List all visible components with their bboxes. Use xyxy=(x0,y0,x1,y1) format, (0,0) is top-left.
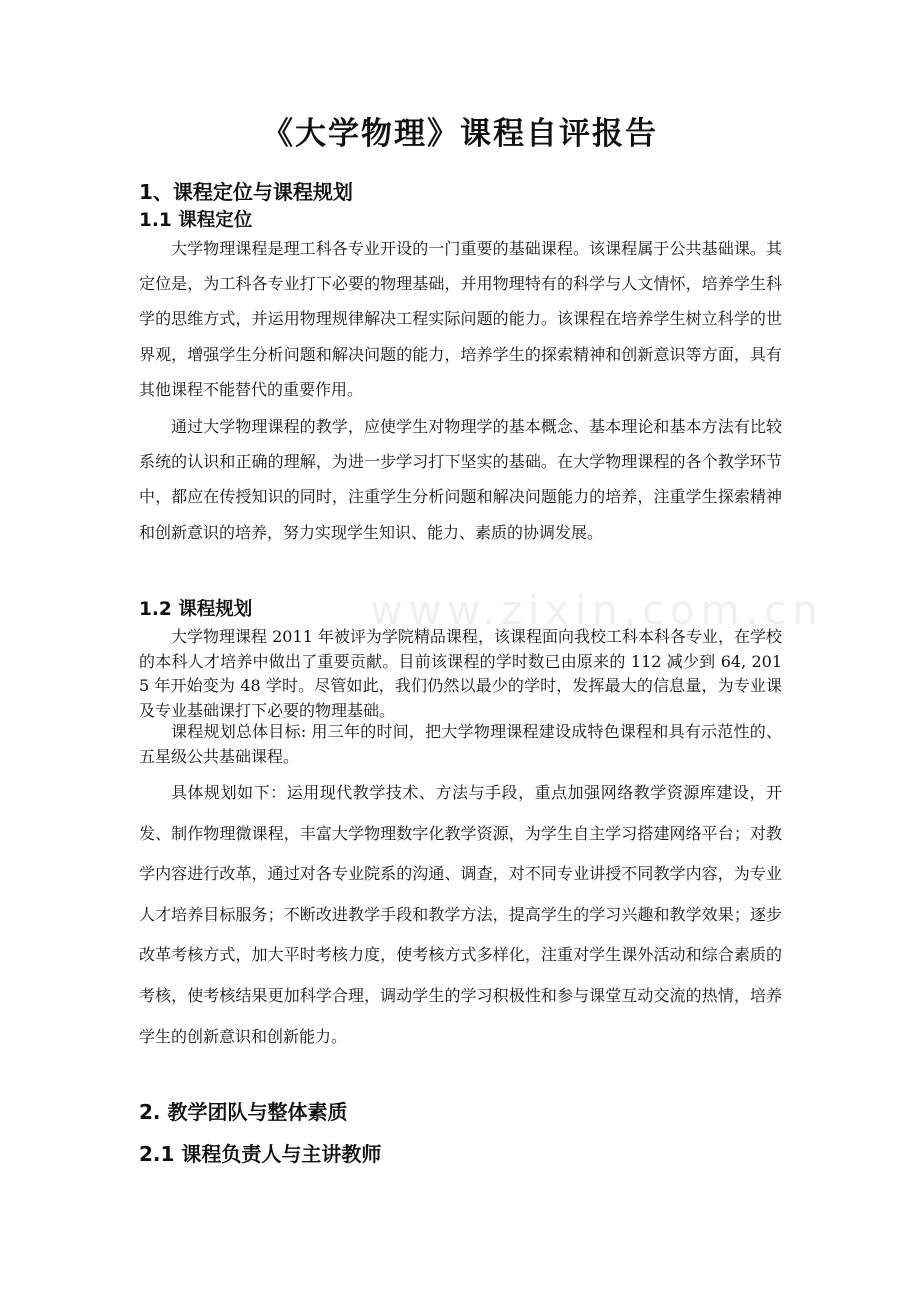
section-1-2-paragraph-1: 大学物理课程 2011 年被评为学院精品课程，该课程面向我校工科本科各专业，在学校的本科人才培养中做出了重要贡献。目前该课程的学时数已由原来的 112 减少到 64, 2015 年开始变为 48 学时。尽管如此，我们仍然以最少的学时，发挥最大的信息量，为专业课及专业基础课打下必要的物理基础。 xyxy=(139,627,782,720)
section-1-1-paragraph-1: 大学物理课程是理工科各专业开设的一门重要的基础课程。该课程属于公共基础课。其定位是，为工科各专业打下必要的物理基础，并用物理特有的科学与人文情怀，培养学生科学的思维方式，并运用物理规律解决工程实际问题的能力。该课程在培养学生树立科学的世界观，增强学生分析问题和解决问题的能力，培养学生的探索精神和创新意识等方面，具有其他课程不能替代的重要作用。 xyxy=(139,239,782,399)
section-2-heading: 2. 教学团队与整体素质 xyxy=(139,1100,348,1124)
section-1-1-heading: 1.1 课程定位 xyxy=(139,210,253,231)
watermark: www.zixin.com.cn xyxy=(370,588,824,634)
section-2-1-heading: 2.1 课程负责人与主讲教师 xyxy=(139,1142,382,1166)
section-1-2-heading: 1.2 课程规划 xyxy=(139,599,253,620)
document-title: 《大学物理》课程自评报告 xyxy=(262,116,658,152)
section-1-heading: 1、课程定位与课程规划 xyxy=(139,180,353,204)
section-1-1-paragraph-2: 通过大学物理课程的教学，应使学生对物理学的基本概念、基本理论和基本方法有比较系统的认识和正确的理解，为进一步学习打下坚实的基础。在大学物理课程的各个教学环节中，都应在传授知识的同时，注重学生分析问题和解决问题能力的培养，注重学生探索精神和创新意识的培养，努力实现学生知识、能力、素质的协调发展。 xyxy=(139,417,782,542)
section-1-2-paragraph-3: 具体规划如下：运用现代教学技术、方法与手段，重点加强网络教学资源库建设，开发、制作物理微课程，丰富大学物理数字化教学资源，为学生自主学习搭建网络平台；对教学内容进行改革，通过对各专业院系的沟通、调查，对不同专业讲授不同教学内容，为专业人才培养目标服务；不断改进教学手段和教学方法，提高学生的学习兴趣和教学效果；逐步改革考核方式，加大平时考核力度，使考核方式多样化，注重对学生课外活动和综合素质的考核，使考核结果更加科学合理，调动学生的学习积极性和参与课堂互动交流的热情，培养学生的创新意识和创新能力。 xyxy=(139,783,782,1046)
section-1-2-paragraph-2: 课程规划总体目标: 用三年的时间，把大学物理课程建设成特色课程和具有示范性的、五星级公共基础课程。 xyxy=(139,722,782,766)
